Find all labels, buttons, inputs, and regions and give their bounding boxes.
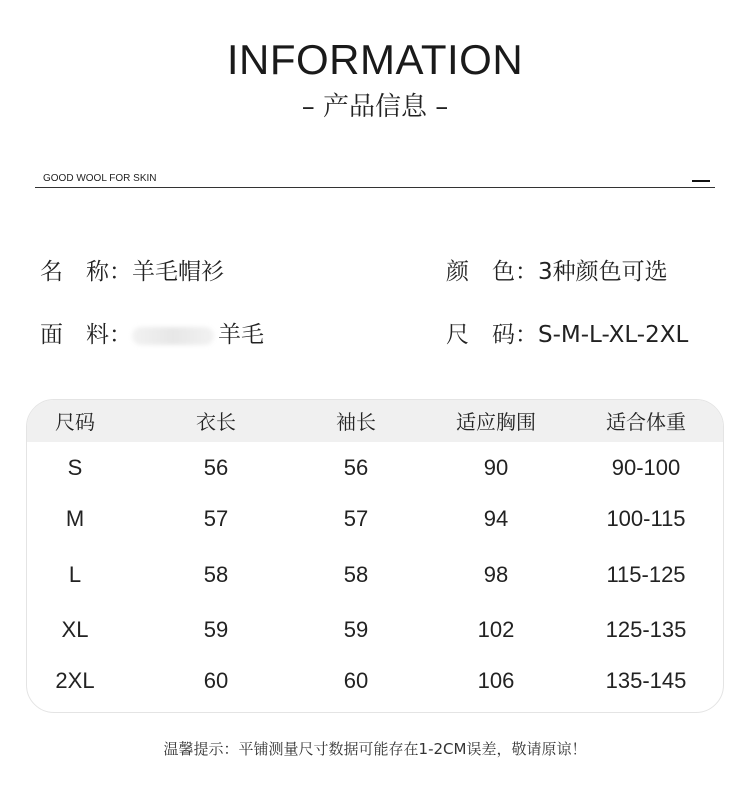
table-cell-chest: 94 — [483, 506, 509, 531]
table-cell-size: S — [67, 455, 83, 480]
tagline: GOOD WOOL FOR SKIN — [43, 173, 157, 184]
table-header-sleeve: 袖长 — [336, 410, 376, 434]
table-cell-size: M — [65, 506, 85, 531]
info-name-value: 羊毛帽衫 — [132, 259, 224, 285]
table-header-weight: 适合体重 — [606, 410, 686, 434]
table-cell-size: 2XL — [55, 668, 95, 693]
divider-line — [35, 187, 715, 188]
table-cell-weight: 115-125 — [606, 562, 686, 587]
info-color — [446, 253, 668, 286]
info-material-value: 羊毛 — [218, 322, 264, 348]
table-cell-weight: 90-100 — [611, 455, 681, 480]
table-cell-length: 59 — [203, 617, 229, 642]
size-table — [26, 399, 724, 713]
table-cell-length: 58 — [203, 562, 229, 587]
info-name — [40, 253, 224, 286]
table-cell-size: XL — [61, 617, 89, 642]
info-color-label: 颜 色： — [446, 259, 538, 285]
table-cell-sleeve: 59 — [343, 617, 369, 642]
info-size — [446, 316, 688, 349]
info-color-value: 3种颜色可选 — [538, 259, 668, 285]
info-name-label: 名 称： — [40, 259, 132, 285]
table-cell-length: 56 — [203, 455, 229, 480]
table-cell-weight: 135-145 — [605, 668, 687, 693]
page-subtitle: – 产品信息 – — [301, 92, 449, 122]
redacted-text — [132, 327, 214, 345]
table-cell-sleeve: 58 — [343, 562, 369, 587]
table-cell-weight: 100-115 — [606, 506, 686, 531]
table-cell-sleeve: 56 — [343, 455, 369, 480]
table-cell-sleeve: 57 — [343, 506, 369, 531]
table-cell-length: 60 — [203, 668, 229, 693]
table-header-size: 尺码 — [55, 410, 95, 434]
page-title: INFORMATION — [226, 36, 524, 83]
table-header-length: 衣长 — [196, 410, 236, 434]
info-material-label: 面 料： — [40, 322, 132, 348]
table-cell-sleeve: 60 — [343, 668, 369, 693]
table-cell-chest: 102 — [477, 617, 515, 642]
measurement-note: 温馨提示：平铺测量尺寸数据可能存在1-2CM误差，敬请原谅！ — [163, 740, 587, 758]
table-cell-size: L — [68, 562, 82, 587]
info-material — [40, 316, 264, 349]
info-size-label: 尺 码： — [446, 322, 538, 348]
table-cell-chest: 106 — [477, 668, 515, 693]
table-cell-weight: 125-135 — [605, 617, 687, 642]
table-cell-chest: 90 — [483, 455, 509, 480]
table-cell-chest: 98 — [483, 562, 509, 587]
table-cell-length: 57 — [203, 506, 229, 531]
table-header-chest: 适应胸围 — [456, 410, 536, 434]
divider-accent — [692, 180, 710, 182]
info-size-value: S-M-L-XL-2XL — [538, 322, 689, 348]
